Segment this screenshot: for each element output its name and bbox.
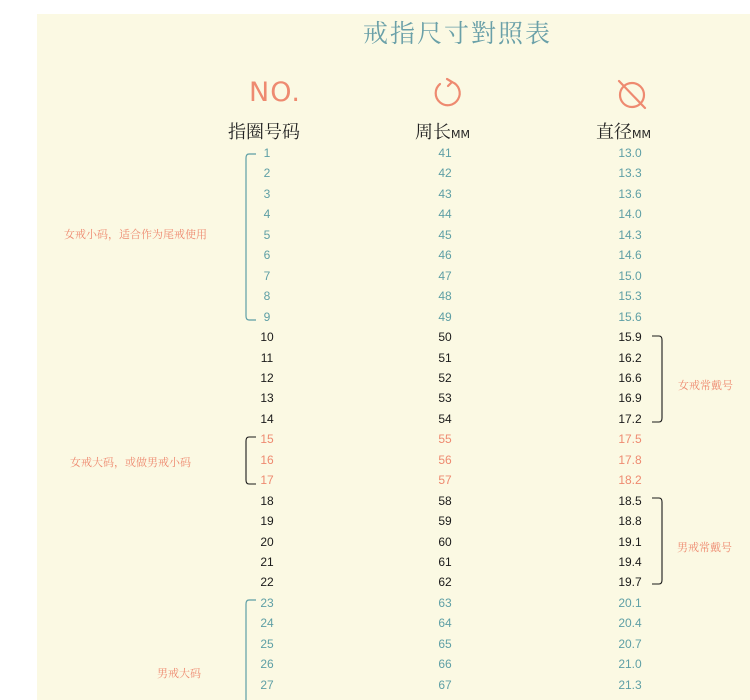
diameter-cell: 19.7 [618,575,642,590]
diameter-cell: 20.4 [618,616,642,631]
circumference-cell: 47 [438,268,452,283]
diameter-cell: 15.3 [618,289,642,304]
ring-number-cell: 3 [263,186,271,201]
women-small-brace [238,150,258,325]
circumference-cell: 67 [438,677,452,692]
diameter-cell: 15.0 [618,268,642,283]
circumference-cell: 56 [438,452,452,467]
diameter-cell: 20.7 [618,636,642,651]
circumference-cell: 49 [438,309,452,324]
page-title: 戒指尺寸對照表 [363,19,553,48]
ring-number-cell: 22 [260,575,274,590]
ring-number-cell: 25 [260,636,274,651]
diameter-cell: 16.6 [618,370,642,385]
diameter-cell: 15.6 [618,309,642,324]
circumference-cell: 55 [438,432,452,447]
ring-number-cell: 6 [263,248,271,263]
circumference-cell: 66 [438,657,452,672]
ring-number-cell: 16 [260,452,274,467]
diameter-cell: 18.8 [618,514,642,529]
diameter-cell: 18.5 [618,493,642,508]
header-ring-number-label: 指圈号码 [228,122,300,143]
circumference-icon [430,76,464,110]
circumference-cell: 50 [438,330,452,345]
header-circumference-label: 周长 [415,122,451,143]
note-men-large: 男戒大码 [157,667,201,680]
note-women-common: 女戒常戴号 [678,379,733,392]
ring-number-cell: 24 [260,616,274,631]
diameter-cell: 19.1 [618,534,642,549]
diameter-cell: 19.4 [618,555,642,569]
ring-number-cell: 19 [260,514,274,529]
ring-number-cell: 1 [263,146,271,160]
diameter-cell: 15.9 [618,330,642,345]
note-men-common: 男戒常戴号 [677,541,732,554]
women-large-brace [238,435,258,490]
men-common-brace [650,494,670,589]
header-diameter-label: 直径 [596,122,632,143]
ring-number-cell: 20 [260,534,274,549]
ring-number-cell: 23 [260,595,274,610]
ring-number-cell: 5 [263,227,271,242]
circumference-cell: 44 [438,207,452,222]
circumference-cell: 60 [438,534,452,549]
diameter-cell: 14.6 [618,248,642,263]
header-diameter-unit: MM [632,128,651,141]
ring-number-cell: 13 [260,391,274,406]
circumference-cell: 51 [438,350,452,365]
ring-number-cell: 14 [260,411,274,426]
ring-number-cell: 11 [260,350,274,365]
diameter-cell: 16.9 [618,391,642,406]
diameter-cell: 17.8 [618,452,642,467]
header-diameter [596,118,651,144]
ring-number-cell: 4 [263,207,271,222]
ring-number-cell: 15 [260,432,274,447]
circumference-cell: 48 [438,289,452,304]
header-ring-number [228,118,300,144]
circumference-cell: 42 [438,166,452,181]
diameter-cell: 16.2 [618,350,642,365]
circumference-cell: 59 [438,514,452,529]
ring-number-cell: 21 [260,555,274,569]
ring-number-cell: 8 [263,289,271,304]
circumference-cell: 61 [438,555,452,569]
circumference-cell: 58 [438,493,452,508]
circumference-cell: 45 [438,227,452,242]
circumference-cell: 62 [438,575,452,590]
diameter-cell: 18.2 [618,473,642,488]
ring-number-cell: 10 [260,330,274,345]
ring-number-cell: 7 [263,268,271,283]
men-large-brace [238,598,258,700]
circumference-cell: 65 [438,636,452,651]
women-common-brace [650,332,670,427]
circumference-cell: 63 [438,595,452,610]
ring-number-cell: 18 [260,493,274,508]
diameter-cell: 17.2 [618,411,642,426]
diameter-cell: 14.0 [618,207,642,222]
diameter-cell: 21.0 [618,657,642,672]
circumference-cell: 54 [438,411,452,426]
ring-number-cell: 17 [260,473,274,488]
number-mark: NO. [249,77,301,108]
circumference-cell: 52 [438,370,452,385]
header-circumference-unit: MM [451,128,470,141]
header-circumference [415,118,470,144]
ring-number-cell: 2 [263,166,271,181]
ring-number-cell: 26 [260,657,274,672]
diameter-cell: 20.1 [618,595,642,610]
circumference-cell: 41 [438,146,452,160]
ring-number-cell: 27 [260,677,274,692]
diameter-cell: 17.5 [618,432,642,447]
diameter-cell: 13.6 [618,186,642,201]
circumference-cell: 57 [438,473,452,488]
note-women-small: 女戒小码，适合作为尾戒使用 [64,228,207,241]
circumference-cell: 43 [438,186,452,201]
diameter-cell: 14.3 [618,227,642,242]
ring-number-cell: 12 [260,370,274,385]
diameter-cell: 13.3 [618,166,642,181]
diameter-cell: 13.0 [618,146,642,160]
diameter-icon [614,76,650,110]
note-women-large: 女戒大码，或做男戒小码 [70,456,191,469]
circumference-cell: 46 [438,248,452,263]
diameter-cell: 21.3 [618,677,642,692]
circumference-cell: 53 [438,391,452,406]
ring-number-cell: 9 [263,309,271,324]
circumference-cell: 64 [438,616,452,631]
